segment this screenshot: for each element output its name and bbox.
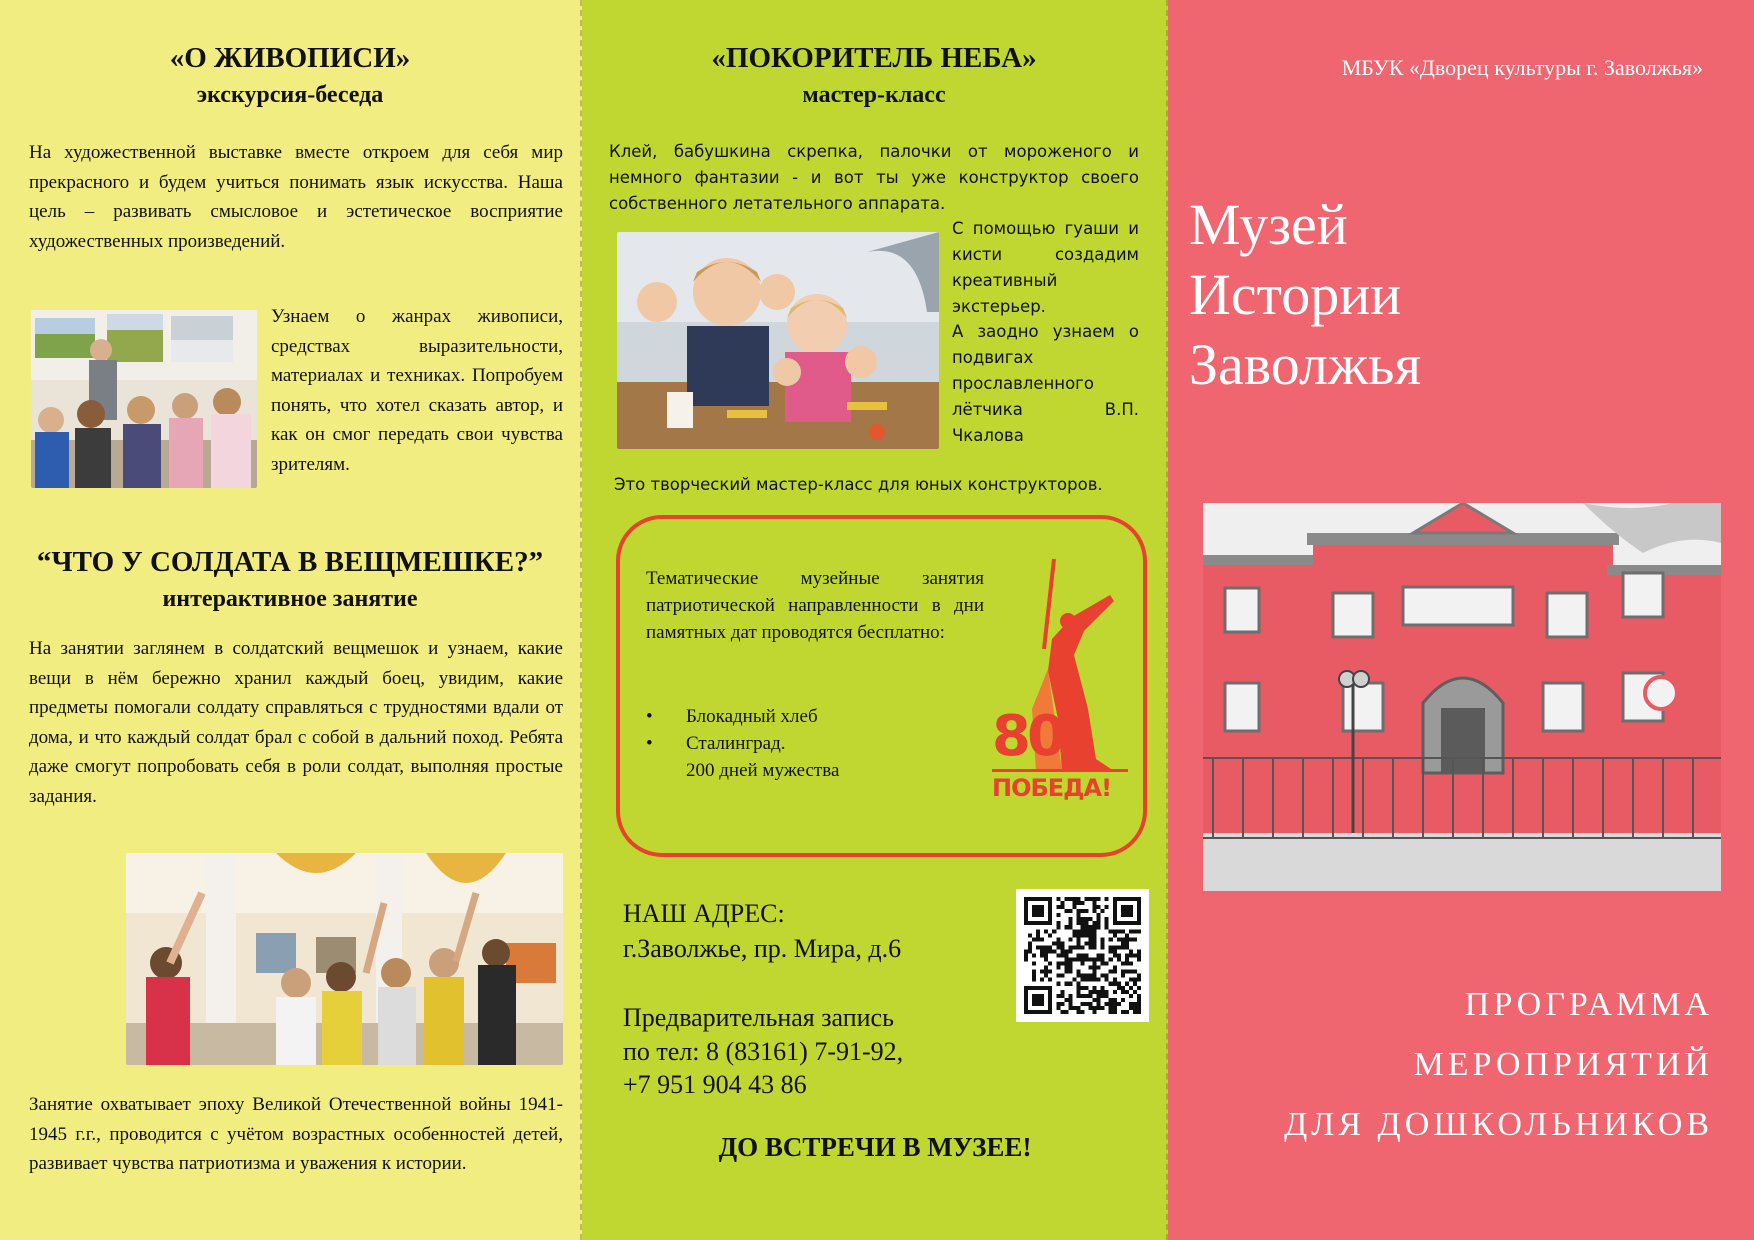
organization-name: МБУК «Дворец культуры г. Заволжья» xyxy=(1341,55,1703,80)
gallery-photo xyxy=(31,310,257,488)
middle-panel xyxy=(582,0,1168,1240)
painting-intro-text: На художественной выставке вместе откроем для себя мир прекрасного и будем учиться понимать язык искусства. Наша цель – развивать смысловое и эстетическое восприятие художественных произведений. xyxy=(29,142,563,252)
museum-title: Музей Истории Заволжья xyxy=(1189,192,1422,397)
right-panel xyxy=(1168,0,1754,1240)
left-panel xyxy=(0,0,582,1240)
painting-section-subtitle: экскурсия-беседа xyxy=(196,82,384,108)
victory-80-logo xyxy=(992,559,1128,809)
registration-phone-1: по тел: 8 (83161) 7-91-92, xyxy=(623,1037,904,1066)
sky-intro-text: Клей, бабушкина скрепка, палочки от мороженого и немного фантазии - и вот ты уже конструктор своего собственного летательного аппарата. xyxy=(609,142,1139,213)
soldier-section-subtitle: интерактивное занятие xyxy=(162,586,418,612)
program-title: ПРОГРАММА МЕРОПРИЯТИЙ ДЛЯ ДОШКОЛЬНИКОВ xyxy=(1284,986,1713,1143)
victory-logo-number: 80 xyxy=(992,704,1062,769)
soldier-section-title: “ЧТО У СОЛДАТА В ВЕЩМЕШКЕ?” xyxy=(36,546,544,578)
soldier-epoch-text: Занятие охватывает эпоху Великой Отечественной войны 1941-1945 г.г., проводится с учётом возрастных особенностей детей, развивает чувства патриотизма и уважения к истории. xyxy=(29,1094,563,1174)
painting-section-title: «О ЖИВОПИСИ» xyxy=(169,42,411,74)
sky-masterclass-text: Это творческий мастер-класс для юных конструкторов. xyxy=(614,475,1103,494)
free-events-text: Тематические музейные занятия патриотической направленности в дни памятных дат проводятся бесплатно: xyxy=(646,568,984,643)
free-events-box: Тематические музейные занятия патриотической направленности в дни памятных дат проводятся бесплатно: • Блокадный хлеб • Сталинград. 200 дней мужества 80 ПОБЕДА! xyxy=(616,515,1147,857)
address-value: г.Заволжье, пр. Мира, д.6 xyxy=(623,934,902,963)
sky-chkalov-text: А заодно узнаем о подвигах прославленного лётчика В.П. Чкалова xyxy=(952,322,1139,445)
craft-children-photo xyxy=(617,232,939,449)
sky-gouache-text: С помощью гуаши и кисти создадим креативный экстерьер. xyxy=(952,219,1139,316)
sky-section-title: «ПОКОРИТЕЛЬ НЕБА» xyxy=(711,42,1037,74)
see-you-text: ДО ВСТРЕЧИ В МУЗЕЕ! xyxy=(718,1132,1032,1162)
registration-label: Предварительная запись xyxy=(623,1003,894,1032)
class-activity-photo xyxy=(126,853,563,1065)
victory-logo-word: ПОБЕДА! xyxy=(992,774,1112,802)
sky-section-subtitle: мастер-класс xyxy=(802,82,946,108)
painting-details-text: Узнаем о жанрах живописи, средствах выразительности, материалах и техниках. Попробуем понять, что хотел сказать автор, и как он смог передать свои чувства зрителям. xyxy=(271,306,563,475)
address-label: НАШ АДРЕС: xyxy=(623,899,785,928)
soldier-description-text: На занятии заглянем в солдатский вещмешок и узнаем, какие вещи в нём бережно хранил каждый боец, увидим, какие предметы помогали солдату справляться с трудностями вдали от дома, и что каждый солдат брал с собой в дальний поход. Ребята даже смогут попробовать себя в роли солдат, выполняя простые задания. xyxy=(29,638,563,807)
qr-code[interactable] xyxy=(1016,889,1149,1022)
museum-building-illustration xyxy=(1203,503,1721,891)
registration-phone-2: +7 951 904 43 86 xyxy=(623,1070,807,1099)
